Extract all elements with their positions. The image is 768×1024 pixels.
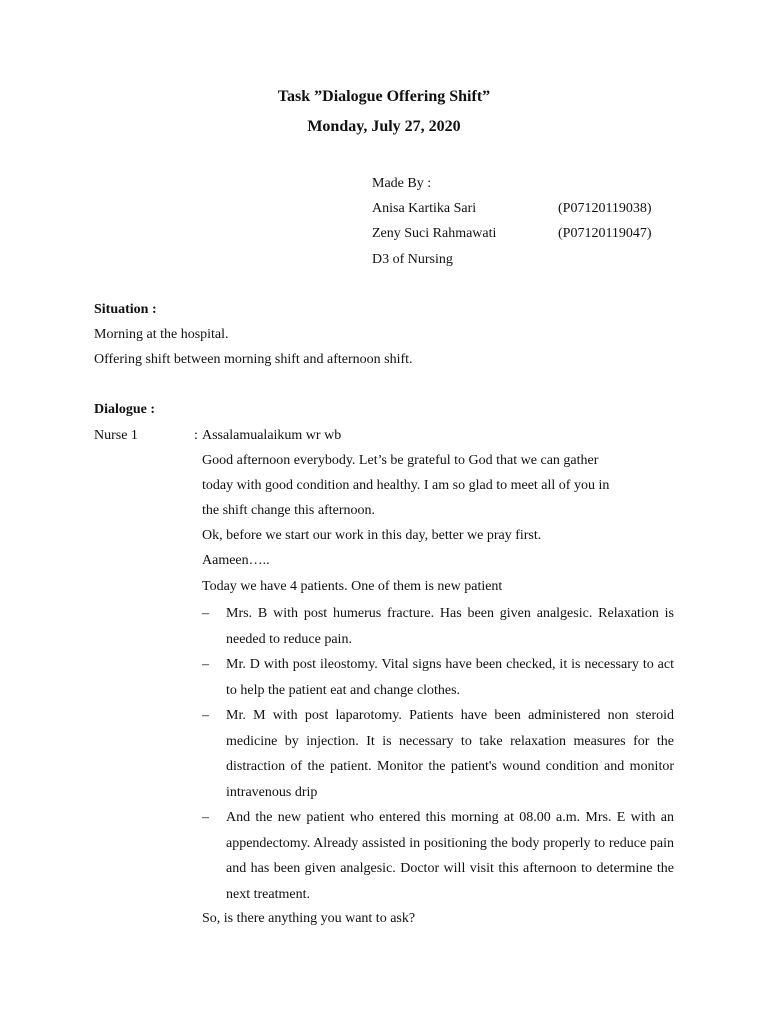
dialogue-closing: So, is there anything you want to ask?	[202, 911, 416, 926]
situation-heading: Situation :	[94, 302, 157, 317]
dialogue-line: Assalamualaikum wr wb	[202, 428, 342, 443]
made-by-label: Made By :	[372, 176, 432, 191]
patient-item	[202, 805, 674, 907]
situation-line: Offering shift between morning shift and afternoon shift.	[94, 352, 413, 367]
dialogue-line: Ok, before we start our work in this day, better we pray first.	[202, 528, 542, 543]
dialogue-heading: Dialogue :	[94, 402, 156, 417]
patient-item	[202, 652, 674, 703]
speaker-label: Nurse 1	[94, 428, 138, 443]
author-name: Anisa Kartika Sari	[372, 201, 477, 216]
author-id: (P07120119047)	[558, 226, 652, 241]
dialogue-line: the shift change this afternoon.	[202, 503, 376, 518]
dialogue-line: today with good condition and healthy. I am so glad to meet all of you in	[202, 478, 610, 493]
author-name: Zeny Suci Rahmawati	[372, 226, 497, 241]
bullet-dash: –	[202, 606, 209, 621]
bullet-dash: –	[202, 657, 209, 672]
situation-line: Morning at the hospital.	[94, 327, 229, 342]
author-id: (P07120119038)	[558, 201, 652, 216]
patient-text: Mr. D with post ileostomy. Vital signs have been checked, it is necessary to act to help the patient eat and change clothes.	[226, 657, 674, 698]
program-name: D3 of Nursing	[372, 252, 453, 267]
patient-text: Mr. M with post laparotomy. Patients have been administered non steroid medicine by injection. It is necessary to take relaxation measures for the distraction of the patient. Monitor the patient's wound condition and monitor intravenous drip	[226, 708, 674, 800]
document-title: Task ”Dialogue Offering Shift”	[277, 88, 491, 105]
speaker-separator: :	[194, 428, 198, 443]
patient-text: Mrs. B with post humerus fracture. Has been given analgesic. Relaxation is needed to reduce pain.	[226, 606, 674, 647]
bullet-dash: –	[202, 810, 209, 825]
document-date: Monday, July 27, 2020	[307, 118, 461, 135]
patient-text: And the new patient who entered this morning at 08.00 a.m. Mrs. E with an appendectomy. Already assisted in positioning the body properly to reduce pain and has been given analgesic. Doctor will visit this afternoon to determine the next treatment.	[226, 810, 674, 902]
dialogue-line: Today we have 4 patients. One of them is new patient	[202, 579, 503, 594]
patient-item	[202, 601, 674, 652]
patient-list	[202, 601, 674, 907]
dialogue-line: Aameen…..	[202, 553, 270, 568]
dialogue-line: Good afternoon everybody. Let’s be grateful to God that we can gather	[202, 453, 599, 468]
bullet-dash: –	[202, 708, 209, 723]
patient-item	[202, 703, 674, 805]
